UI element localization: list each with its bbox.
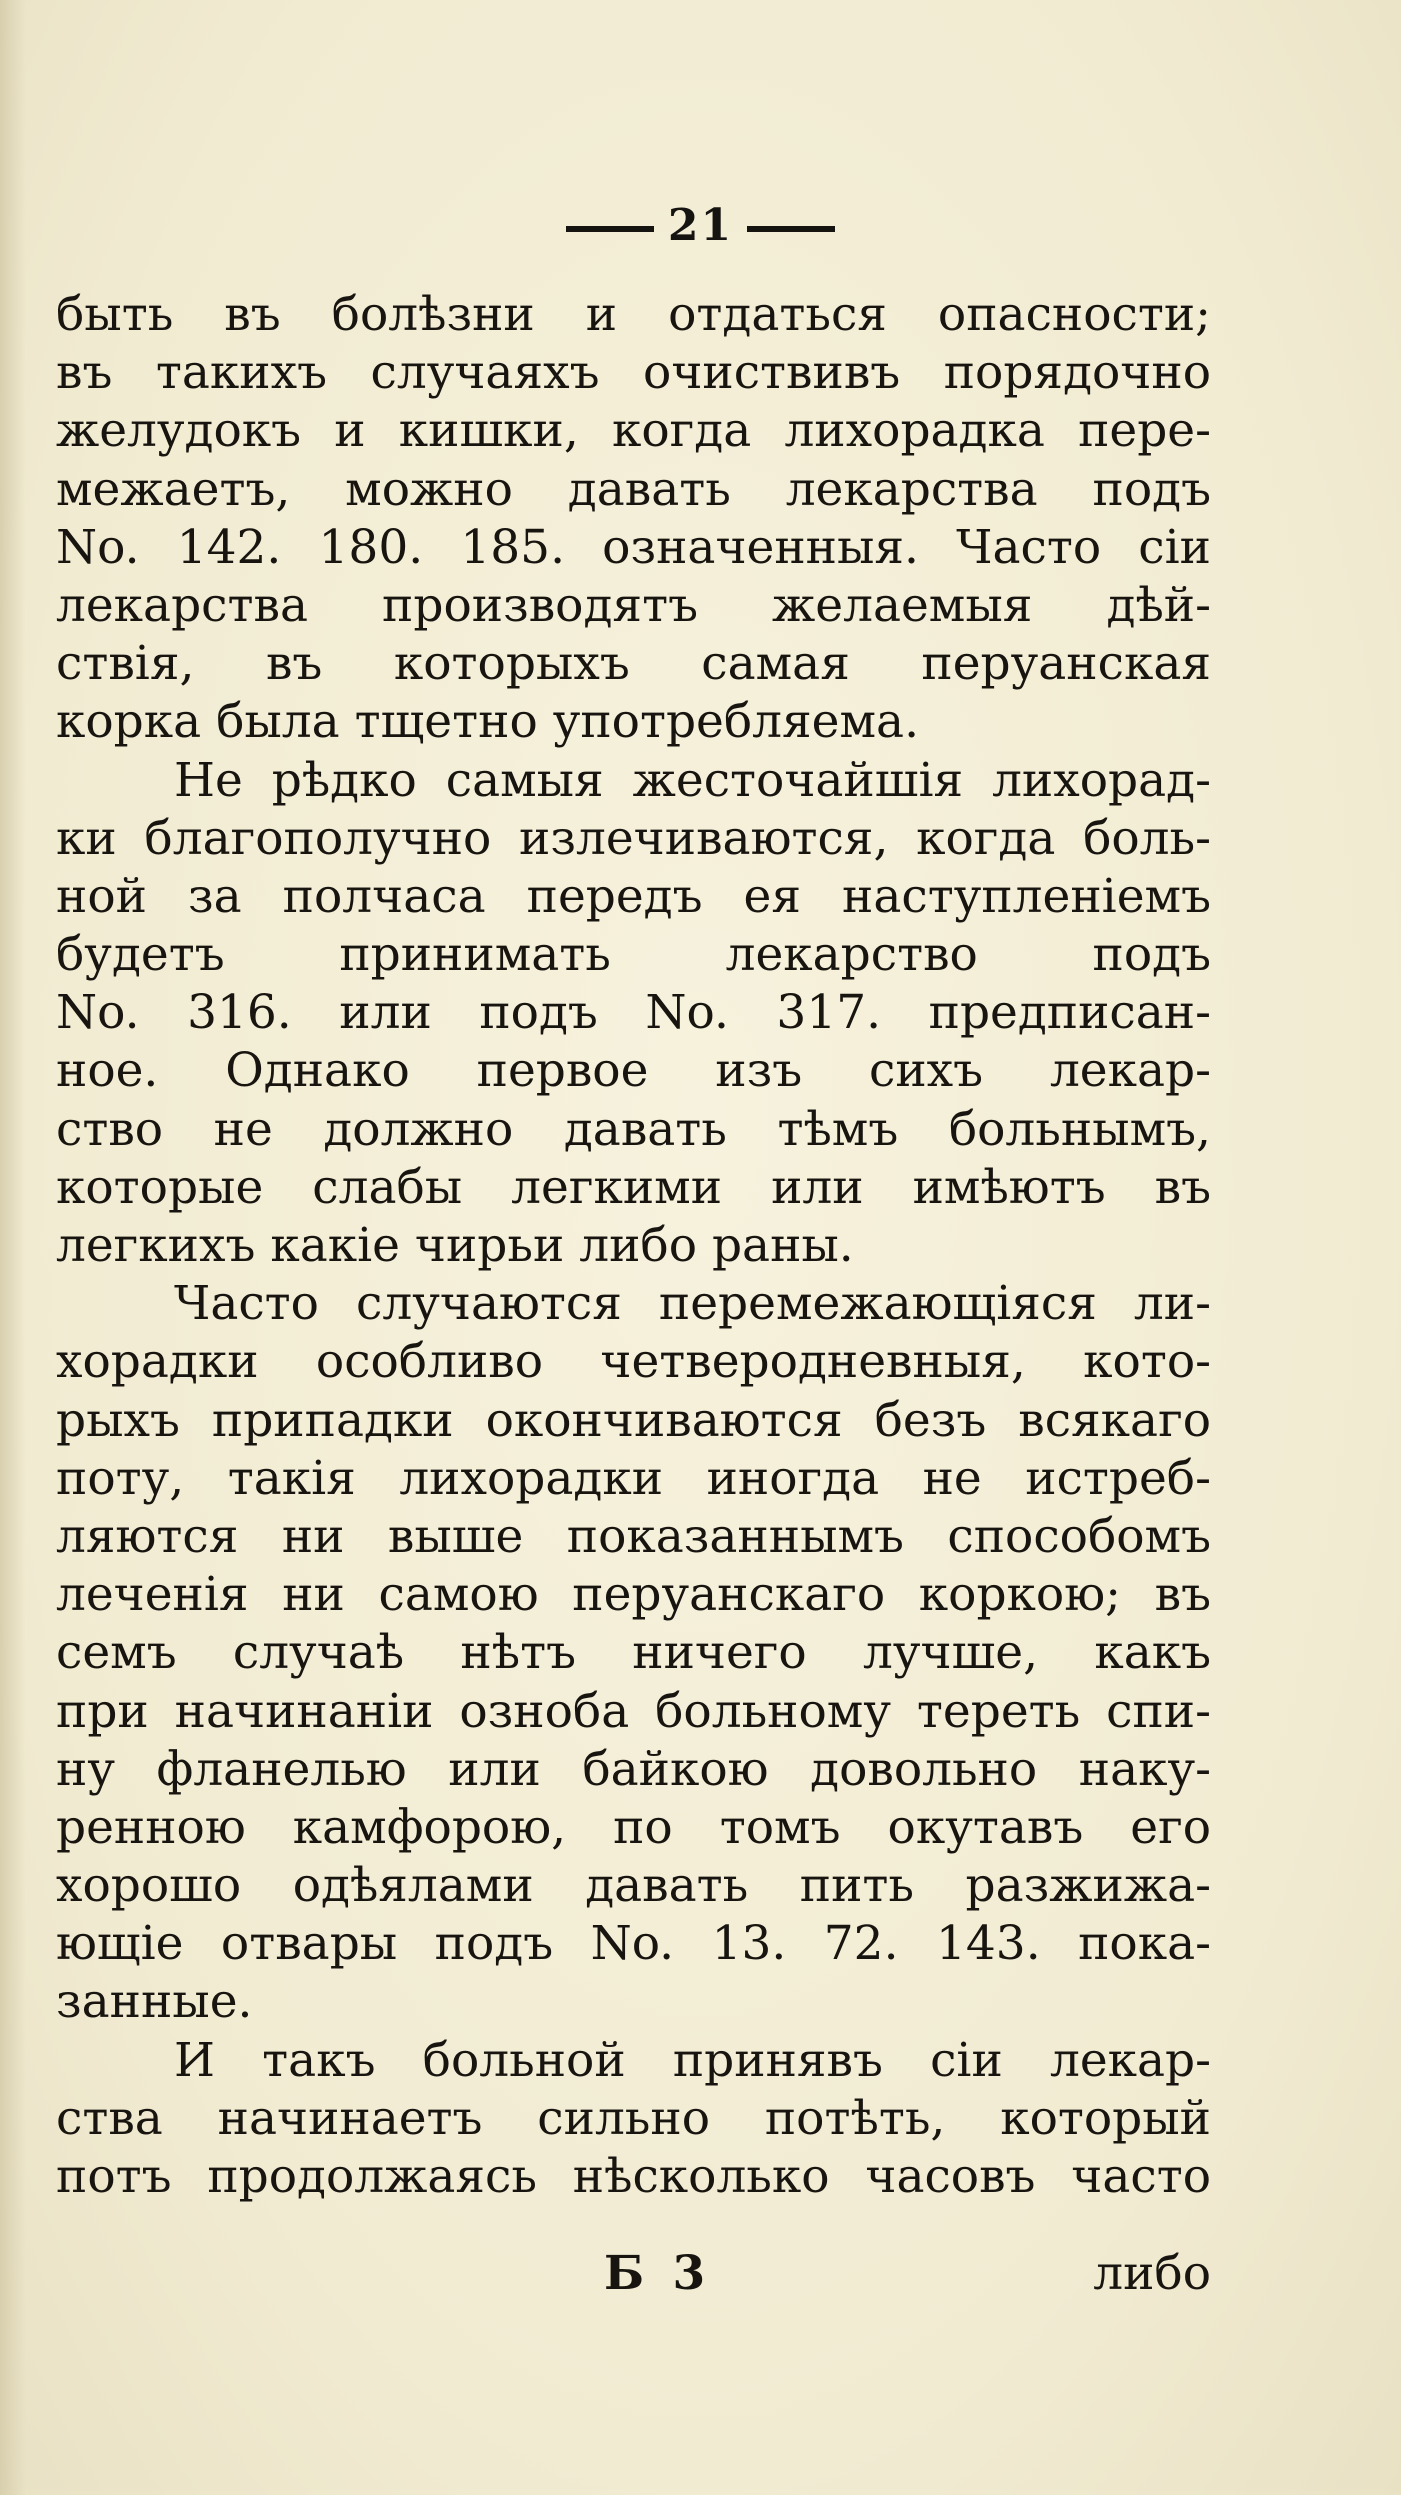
text-line: ки благополучно излечиваются, когда боль- (56, 810, 1211, 866)
text-line: семъ случаѣ нѣтъ ничего лучше, какъ (56, 1625, 1211, 1681)
text-line: ляются ни выше показаннымъ способомъ (56, 1508, 1211, 1564)
spine-shadow (0, 0, 26, 2495)
text-line: потъ продолжаясь нѣсколько часовъ часто (56, 2149, 1211, 2204)
text-line: ное. Однако первое изъ сихъ лекар- (56, 1043, 1211, 1099)
text-line: ствія, въ которыхъ самая перуанская (56, 636, 1211, 692)
catchword: либо (1093, 2246, 1211, 2301)
text-line: поту, такія лихорадки иногда не истреб- (56, 1450, 1211, 1506)
text-line: межаетъ, можно давать лекарства подъ (56, 461, 1211, 517)
page-header (0, 200, 1401, 251)
header-rule-right (747, 226, 835, 232)
text-line: леченія ни самою перуанскаго коркою; въ (56, 1567, 1211, 1623)
page-number: 21 (667, 200, 734, 251)
text-line: при начинаніи озноба больному тереть спи- (56, 1683, 1211, 1739)
text-line: легкихъ какіе чирьи либо раны. (56, 1218, 854, 1273)
text-line: ной за полчаса передъ ея наступленіемъ (56, 868, 1211, 924)
text-line: лекарства производятъ желаемыя дѣй- (56, 577, 1211, 633)
header-rule-left (566, 226, 654, 232)
text-line: Не рѣдко самыя жесточайшія лихорад- (174, 752, 1211, 808)
text-line: ренною камфорою, по томъ окутавъ его (56, 1799, 1211, 1855)
text-line: рыхъ припадки окончиваются безъ всякаго (56, 1392, 1211, 1448)
text-line: И такъ больной принявъ сіи лекар- (174, 2032, 1211, 2088)
text-line: будетъ принимать лекарство подъ (56, 927, 1211, 983)
text-line: въ такихъ случаяхъ очиствивъ порядочно (56, 345, 1211, 401)
text-line: быть въ болѣзни и отдаться опасности; (56, 287, 1211, 342)
page-footer (56, 2246, 1211, 2306)
text-line: Часто случаются перемежающіяся ли- (174, 1276, 1211, 1332)
text-line: хорадки особливо четверодневныя, кото- (56, 1334, 1211, 1390)
text-line: ство не должно давать тѣмъ больнымъ, (56, 1101, 1211, 1157)
text-line: занные. (56, 1974, 253, 2030)
text-line: которые слабы легкими или имѣютъ въ (56, 1159, 1211, 1215)
text-line: ну фланелью или байкою довольно наку- (56, 1741, 1211, 1797)
text-line: ющіе отвары подъ No. 13. 72. 143. пока- (56, 1916, 1211, 1972)
signature-mark: Б 3 (604, 2246, 712, 2301)
text-line: желудокъ и кишки, когда лихорадка пере- (56, 403, 1211, 459)
text-line: хорошо одѣялами давать пить разжижа- (56, 1858, 1211, 1914)
text-line: ства начинаетъ сильно потѣть, который (56, 2090, 1211, 2146)
text-line: No. 316. или подъ No. 317. предписан- (56, 985, 1211, 1041)
body-text (56, 286, 1211, 2206)
text-line: No. 142. 180. 185. означенныя. Часто сіи (56, 519, 1211, 575)
text-line: корка была тщетно употребляема. (56, 694, 920, 750)
